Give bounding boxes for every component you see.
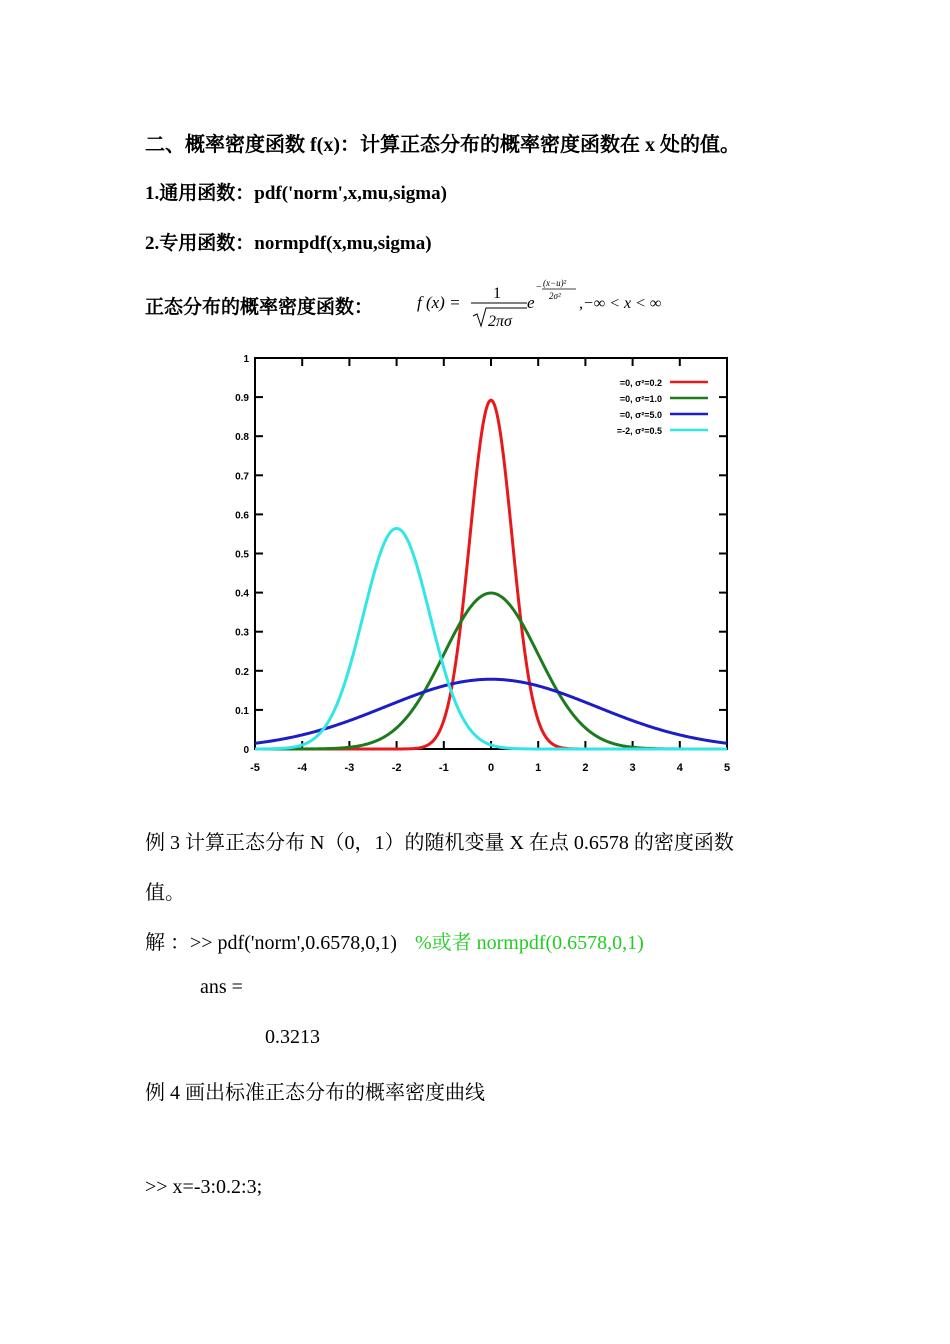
- y-tick-label: 0.3: [235, 627, 249, 639]
- example4-line: 例 4 画出标准正态分布的概率密度曲线: [145, 1082, 485, 1104]
- x-tick-label: -1: [438, 762, 449, 774]
- legend-label-3: =-2, σ²=0.5: [616, 426, 662, 436]
- y-tick-label: 0: [243, 745, 249, 756]
- normal-pdf-chart: [200, 343, 745, 783]
- y-tick-label: 0.5: [235, 549, 249, 561]
- formula-denominator: 2πσ: [488, 313, 512, 330]
- example3-line1: 例 3 计算正态分布 N（0，1）的随机变量 X 在点 0.6578 的密度函数: [145, 832, 734, 854]
- ans-label: ans =: [200, 976, 243, 998]
- solution-command: 解 ：>> pdf('norm',0.6578,0,1): [145, 932, 397, 954]
- x-tick-label: 0: [487, 762, 495, 774]
- x-tick-label: 5: [723, 762, 731, 774]
- ans-value: 0.3213: [265, 1026, 320, 1048]
- formula-minus: −: [536, 282, 542, 293]
- y-tick-label: 0.7: [235, 471, 249, 483]
- command-line: >> x=-3:0.2:3;: [145, 1176, 263, 1198]
- y-tick-label: 0.1: [235, 705, 249, 717]
- formula-exp-numerator: (x−u)²: [543, 278, 567, 288]
- example3-line2: 值。: [145, 882, 185, 904]
- formula-domain: ,−∞ < x < ∞: [579, 295, 662, 312]
- x-tick-label: 1: [535, 762, 542, 774]
- normal-pdf-formula: [415, 274, 685, 334]
- formula-exp-denominator: 2σ²: [549, 291, 561, 301]
- legend-label-0: =0, σ²=0.2: [619, 378, 662, 388]
- x-tick-label: 4: [676, 762, 683, 774]
- y-tick-label: 0.4: [235, 588, 249, 600]
- x-tick-label: -4: [297, 762, 308, 774]
- solution-line: [145, 926, 644, 955]
- x-tick-label: 2: [582, 762, 589, 774]
- x-tick-label: 3: [629, 762, 636, 774]
- x-tick-label: -2: [391, 762, 402, 774]
- formula-lhs: f (x) =: [417, 293, 461, 312]
- special-function-line: 2.专用函数：normpdf(x,mu,sigma): [145, 233, 432, 254]
- y-tick-label: 1: [243, 354, 249, 365]
- x-tick-label: -5: [250, 762, 260, 774]
- pdf-label: 正态分布的概率密度函数：: [145, 297, 374, 318]
- y-tick-label: 0.2: [235, 666, 249, 678]
- x-tick-label: -3: [344, 762, 355, 774]
- legend-label-2: =0, σ²=5.0: [619, 410, 662, 420]
- legend-label-1: =0, σ²=1.0: [619, 394, 662, 404]
- y-tick-label: 0.8: [235, 432, 249, 444]
- general-function-line: 1.通用函数：pdf('norm',x,mu,sigma): [145, 183, 447, 204]
- y-tick-label: 0.9: [235, 393, 249, 405]
- formula-base-e: e: [527, 293, 535, 312]
- formula-numerator: 1: [493, 285, 501, 302]
- section-heading: 二、概率密度函数 f(x)：计算正态分布的概率密度函数在 x 处的值。: [145, 134, 740, 156]
- solution-comment: %或者 normpdf(0.6578,0,1): [414, 932, 644, 954]
- y-tick-label: 0.6: [235, 510, 249, 522]
